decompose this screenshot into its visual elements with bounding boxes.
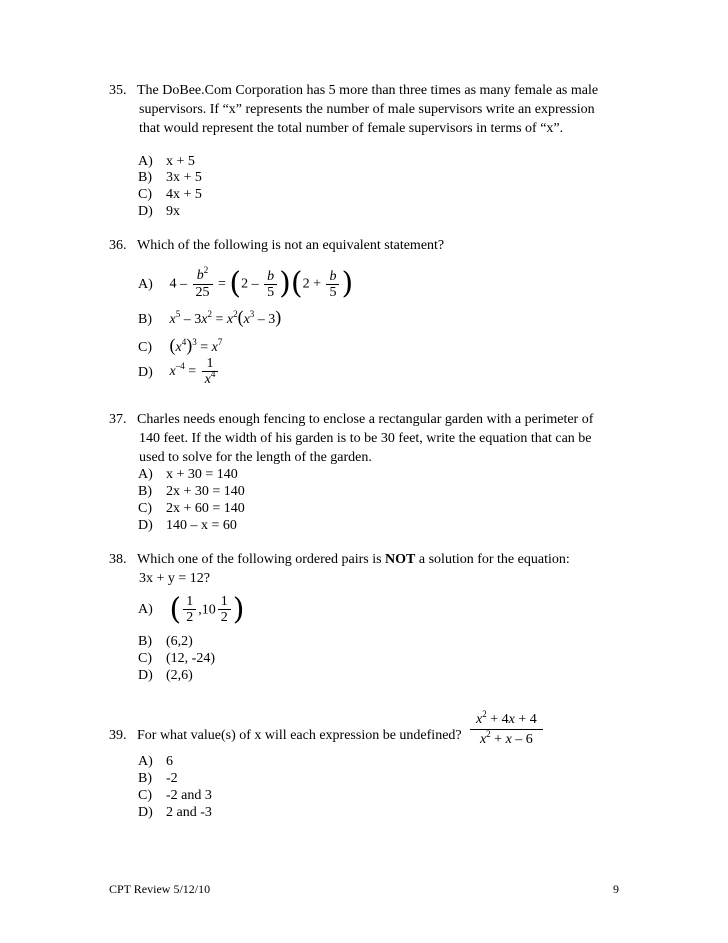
option-text: 6 <box>166 754 173 769</box>
option-label: A) <box>138 276 153 292</box>
question-39 <box>109 726 629 745</box>
option-text: (6,2) <box>166 634 193 649</box>
question-text-line: used to solve for the length of the garden. <box>139 450 372 465</box>
rational-expression: $\frac{x^2 + 4x + 4}{x^2 + x - 6}$ <box>470 712 543 748</box>
question-equation: 3x + y = 12? <box>139 571 211 586</box>
question-36 <box>109 236 629 255</box>
option-label: A) <box>138 754 153 769</box>
question-number: 36. <box>109 238 127 253</box>
option-text: (12, -24) <box>166 651 215 666</box>
option-label: B) <box>138 771 152 786</box>
option-d <box>138 202 180 221</box>
question-text-line: supervisors. If “x” represents the number of male supervisors write an expression <box>139 102 595 117</box>
option-text: 4x + 5 <box>166 187 202 202</box>
option-label: D) <box>138 204 153 219</box>
question-text-line: Which of the following is not an equivalent statement? <box>137 238 445 253</box>
option-text: -2 <box>166 771 178 786</box>
question-text-line: a solution for the equation: <box>415 552 570 567</box>
option-label: B) <box>138 634 152 649</box>
question-37 <box>109 410 629 467</box>
math-expression: ( $\frac{1}{2}$ ,10 $\frac{1}{2}$ ) <box>169 591 245 627</box>
question-number: 35. <box>109 83 127 98</box>
option-text: 3x + 5 <box>166 170 202 185</box>
option-label: D) <box>138 805 153 820</box>
option-text: 2 and -3 <box>166 805 212 820</box>
question-text-line: For what value(s) of x will each expression be undefined? <box>137 728 462 743</box>
option-b <box>138 308 281 330</box>
option-label: C) <box>138 651 152 666</box>
question-text-line: The DoBee.Com Corporation has 5 more than three times as many female as male <box>137 83 599 98</box>
option-label: C) <box>138 788 152 803</box>
option-label: A) <box>138 467 153 482</box>
option-d <box>138 516 237 535</box>
option-label: C) <box>138 187 152 202</box>
option-label: C) <box>138 501 152 516</box>
option-label: A) <box>138 602 153 617</box>
footer-text: CPT Review 5/12/10 <box>109 882 211 896</box>
question-35 <box>109 81 629 138</box>
option-label: D) <box>138 518 153 533</box>
question-number: 39. <box>109 728 127 743</box>
math-expression: 4 – $\frac{b^2}{25}$ = (2 – $\frac{b}{5}$ )(2 + $\frac{b}{5}$ ) <box>169 265 354 301</box>
option-text: x + 5 <box>166 154 195 169</box>
option-text: 140 – x = 60 <box>166 518 237 533</box>
option-label: B) <box>138 484 152 499</box>
option-d <box>138 666 193 685</box>
option-a <box>138 265 354 301</box>
question-number: 37. <box>109 412 127 427</box>
question-text-line: that would represent the total number of female supervisors in terms of “x”. <box>139 121 564 136</box>
option-label: B) <box>138 312 152 327</box>
question-38 <box>109 550 629 588</box>
option-text: (2,6) <box>166 668 193 683</box>
option-d <box>138 803 212 822</box>
option-d <box>138 356 220 388</box>
question-text-line: Which one of the following ordered pairs is <box>137 552 386 567</box>
math-expression: $(x^4)^3 = x^7$ <box>169 335 223 355</box>
option-text: -2 and 3 <box>166 788 212 803</box>
option-label: C) <box>138 340 152 355</box>
option-c <box>138 336 222 358</box>
option-label: D) <box>138 364 153 380</box>
question-text-line: 140 feet. If the width of his garden is to be 30 feet, write the equation that can be <box>139 431 592 446</box>
question-number: 38. <box>109 552 127 567</box>
option-text: 2x + 60 = 140 <box>166 501 245 516</box>
emphasis-text: NOT <box>385 552 416 567</box>
option-text: x + 30 = 140 <box>166 467 238 482</box>
math-expression: $x^{-4}$ = $\frac{1}{x^4}$ <box>170 364 221 379</box>
option-label: B) <box>138 170 152 185</box>
page-number: 9 <box>613 882 619 896</box>
math-expression: $x^5 - 3x^2 = x^2(x^3 - 3)$ <box>169 307 282 327</box>
question-text-line: Charles needs enough fencing to enclose a rectangular garden with a perimeter of <box>137 412 594 427</box>
option-label: D) <box>138 668 153 683</box>
option-text: 2x + 30 = 140 <box>166 484 245 499</box>
option-a <box>138 591 245 627</box>
option-text: 9x <box>166 204 180 219</box>
option-label: A) <box>138 154 153 169</box>
